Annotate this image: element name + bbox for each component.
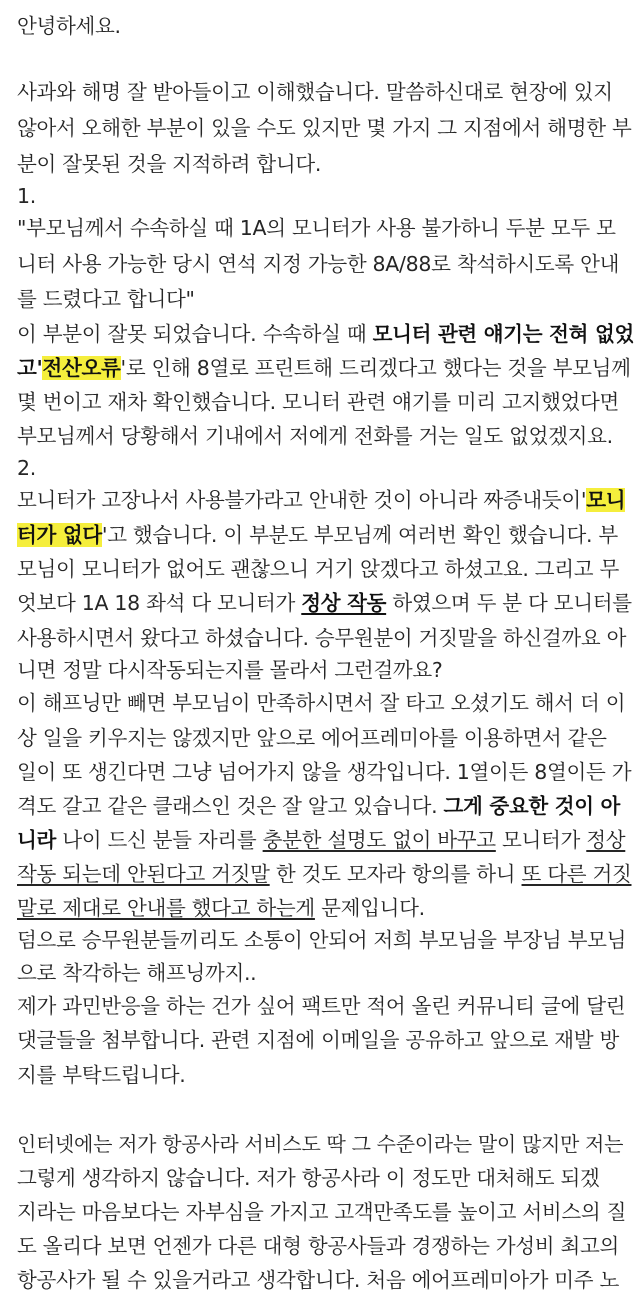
text-segment: 격도 갈고 같은 클래스인 것은 잘 알고 있습니다. (17, 794, 444, 818)
text-line: 인터넷에는 저가 항공사라 서비스도 딱 그 수준이라는 말이 많지만 저는 (17, 1132, 624, 1156)
text-segment: 모니터가 (495, 828, 587, 852)
text-line (17, 316, 634, 352)
text-line: 댓글들을 첨부합니다. 관련 지점에 이메일을 공유하고 앞으로 재발 방 (17, 1028, 620, 1052)
highlighted-emphasis: 터가 없다 (17, 523, 102, 547)
text-line (17, 856, 630, 892)
bold-emphasis: 모니터 관련 얘기는 전혀 없었 (372, 322, 634, 346)
text-segment: '로 인해 8열로 프린트해 드리겠다고 했다는 것을 부모님께 (120, 356, 631, 380)
text-line: 몇 번이고 재차 확인했습니다. 모니터 관련 얘기를 미리 고지했었다면 (17, 390, 620, 414)
text-line: 상 일을 키우지는 않겠지만 앞으로 에어프레미아를 이용하면서 같은 (17, 726, 607, 750)
text-line: 지라는 마음보다는 자부심을 가지고 고객만족도를 높이고 서비스의 질 (17, 1200, 627, 1224)
bold-emphasis: 그게 중요한 것이 아 (443, 794, 621, 818)
highlighted-emphasis: 전산오류 (42, 356, 121, 380)
underlined-text: 또 다른 거짓 (521, 862, 632, 886)
bold-underlined-emphasis: 정상 작동 (301, 591, 387, 615)
text-line: 부모님께서 당황해서 기내에서 저에게 전화를 거는 일도 없었겠지요. (17, 424, 613, 448)
greeting: 안녕하세요. (17, 14, 121, 38)
text-line: 도 올리다 보면 언젠가 다른 대형 항공사들과 경쟁하는 가성비 최고의 (17, 1234, 620, 1258)
text-line: 사과와 해명 잘 받아들이고 이해했습니다. 말씀하신대로 현장에 있지 (17, 80, 613, 104)
text-line: 분이 잘못된 것을 지적하려 합니다. (17, 152, 322, 176)
bold-emphasis: 니라 (17, 828, 57, 852)
text-line (17, 585, 630, 621)
text-line: 이 해프닝만 빼면 부모님이 만족하시면서 잘 타고 오셨기도 해서 더 이 (17, 691, 626, 715)
text-line: 덤으로 승무원분들끼리도 소통이 안되어 저희 부모님을 부장님 부모님 (17, 928, 627, 952)
underlined-text: 말로 제대로 안내를 했다고 하는게 (17, 896, 315, 920)
text-line: 지를 부탁드립니다. (17, 1063, 186, 1087)
text-segment: 하였으며 두 분 다 모니터를 (386, 591, 632, 615)
underlined-text: 정상 (586, 828, 626, 852)
text-line: 사용하시면서 왔다고 하셨습니다. 승무원분이 거짓말을 하신걸까요 아 (17, 626, 627, 650)
text-line (17, 482, 630, 518)
quote-line: "부모님께서 수속하실 때 1A의 모니터가 사용 불가하니 두분 모두 모 (17, 216, 616, 240)
text-segment: '고 했습니다. 이 부분도 부모님께 여러번 확인 했습니다. 부 (101, 523, 618, 547)
text-segment: 나이 드신 분들 자리를 (56, 828, 263, 852)
text-line (17, 822, 630, 858)
text-segment: 문제입니다. (314, 896, 425, 920)
text-line: 그렇게 생각하지 않습니다. 저가 항공사라 이 정도만 대처해도 되겠 (17, 1166, 600, 1190)
quote-line: 니터 사용 가능한 당시 연석 지정 가능한 8A/88로 착석하시도록 안내 (17, 252, 620, 276)
highlighted-emphasis: 모니 (586, 488, 626, 512)
text-line (17, 350, 630, 386)
list-number: 1. (17, 184, 36, 208)
text-line: 항공사가 될 수 있을거라고 생각합니다. 처음 에어프레미아가 미주 노 (17, 1268, 620, 1292)
text-line: 제가 과민반응을 하는 건가 싶어 팩트만 적어 올린 커뮤니티 글에 달린 (17, 994, 626, 1018)
text-segment: 엇보다 1A 18 좌석 다 모니터가 (17, 591, 302, 615)
text-line (17, 788, 630, 824)
underlined-text: 작동 되는데 안된다고 거짓말 (17, 862, 270, 886)
text-line (17, 517, 630, 553)
text-line: 니면 정말 다시작동되는지를 몰라서 그런걸까요? (17, 658, 443, 682)
text-segment: 한 것도 모자라 항의를 하니 (269, 862, 522, 886)
list-number: 2. (17, 456, 36, 480)
text-segment: 모니터가 고장나서 사용블가라고 안내한 것이 아니라 짜증내듯이' (17, 488, 587, 512)
quote-line: 를 드렸다고 합니다" (17, 287, 195, 311)
text-line: 일이 또 생긴다면 그냥 넘어가지 않을 생각입니다. 1열이든 8열이든 가 (17, 760, 632, 784)
bold-emphasis: 고' (17, 356, 43, 380)
text-line (17, 890, 630, 926)
underlined-text: 충분한 설명도 없이 바꾸고 (262, 828, 496, 852)
text-line: 으로 착각하는 해프닝까지.. (17, 961, 257, 985)
text-segment: 이 부분이 잘못 되었습니다. 수속하실 때 (17, 322, 373, 346)
text-line: 모님이 모니터가 없어도 괜찮으니 거기 앉겠다고 하셨고요. 그리고 무 (17, 557, 620, 581)
text-line: 않아서 오해한 부분이 있을 수도 있지만 몇 가지 그 지점에서 해명한 부 (17, 116, 632, 140)
